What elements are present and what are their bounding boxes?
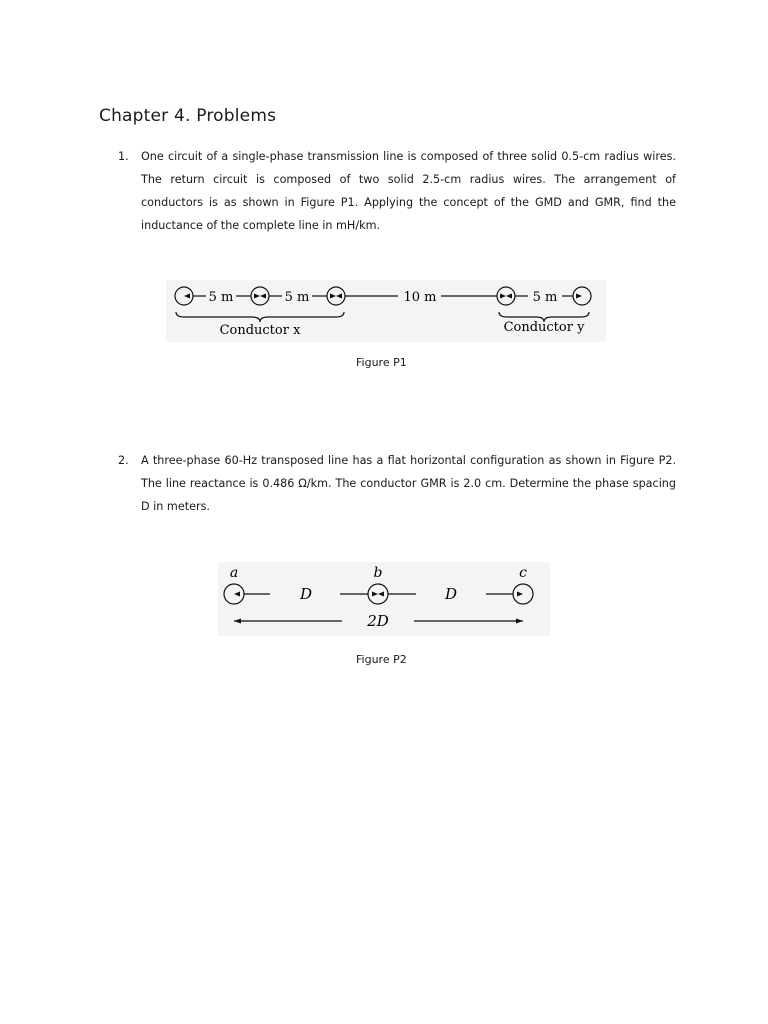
problem-2 bbox=[118, 449, 676, 518]
total-spacing-label: 2D bbox=[367, 612, 389, 630]
figure-p2-caption: Figure P2 bbox=[356, 653, 407, 666]
problem-text: A three-phase 60-Hz transposed line has a flat horizontal configuration as shown in Figure P2. The line reactance is 0.486 Ω/km. The conductor GMR is 2.0 cm. Determine the phase spacing D in meters. bbox=[141, 454, 676, 513]
problem-number: 2. bbox=[118, 454, 129, 467]
problem-1 bbox=[118, 145, 676, 237]
figure-p1 bbox=[166, 280, 606, 346]
distance-label: 10 m bbox=[403, 290, 437, 305]
problem-text: One circuit of a single-phase transmission line is composed of three solid 0.5-cm radius wires. The return circuit is composed of two solid 2.5-cm radius wires. The arrangement of conductors is as shown in Figure P1. Applying the concept of the GMD and GMR, find the inductance of the complete line in mH/km. bbox=[141, 150, 676, 232]
figure-p1-diagram bbox=[166, 280, 606, 342]
figure-p2-diagram bbox=[218, 562, 550, 636]
spacing-label: D bbox=[444, 585, 458, 603]
group-label-y: Conductor y bbox=[503, 320, 585, 335]
phase-label-c: c bbox=[519, 565, 527, 581]
phase-label-b: b bbox=[373, 565, 383, 581]
figure-p1-caption: Figure P1 bbox=[356, 356, 407, 369]
distance-label: 5 m bbox=[284, 290, 310, 305]
distance-label: 5 m bbox=[208, 290, 234, 305]
figure-p2 bbox=[218, 562, 550, 640]
distance-label: 5 m bbox=[532, 290, 558, 305]
problem-number: 1. bbox=[118, 150, 129, 163]
phase-label-a: a bbox=[229, 565, 239, 581]
page-title: Chapter 4. Problems bbox=[99, 106, 277, 126]
spacing-label: D bbox=[299, 585, 313, 603]
group-label-x: Conductor x bbox=[219, 323, 301, 338]
